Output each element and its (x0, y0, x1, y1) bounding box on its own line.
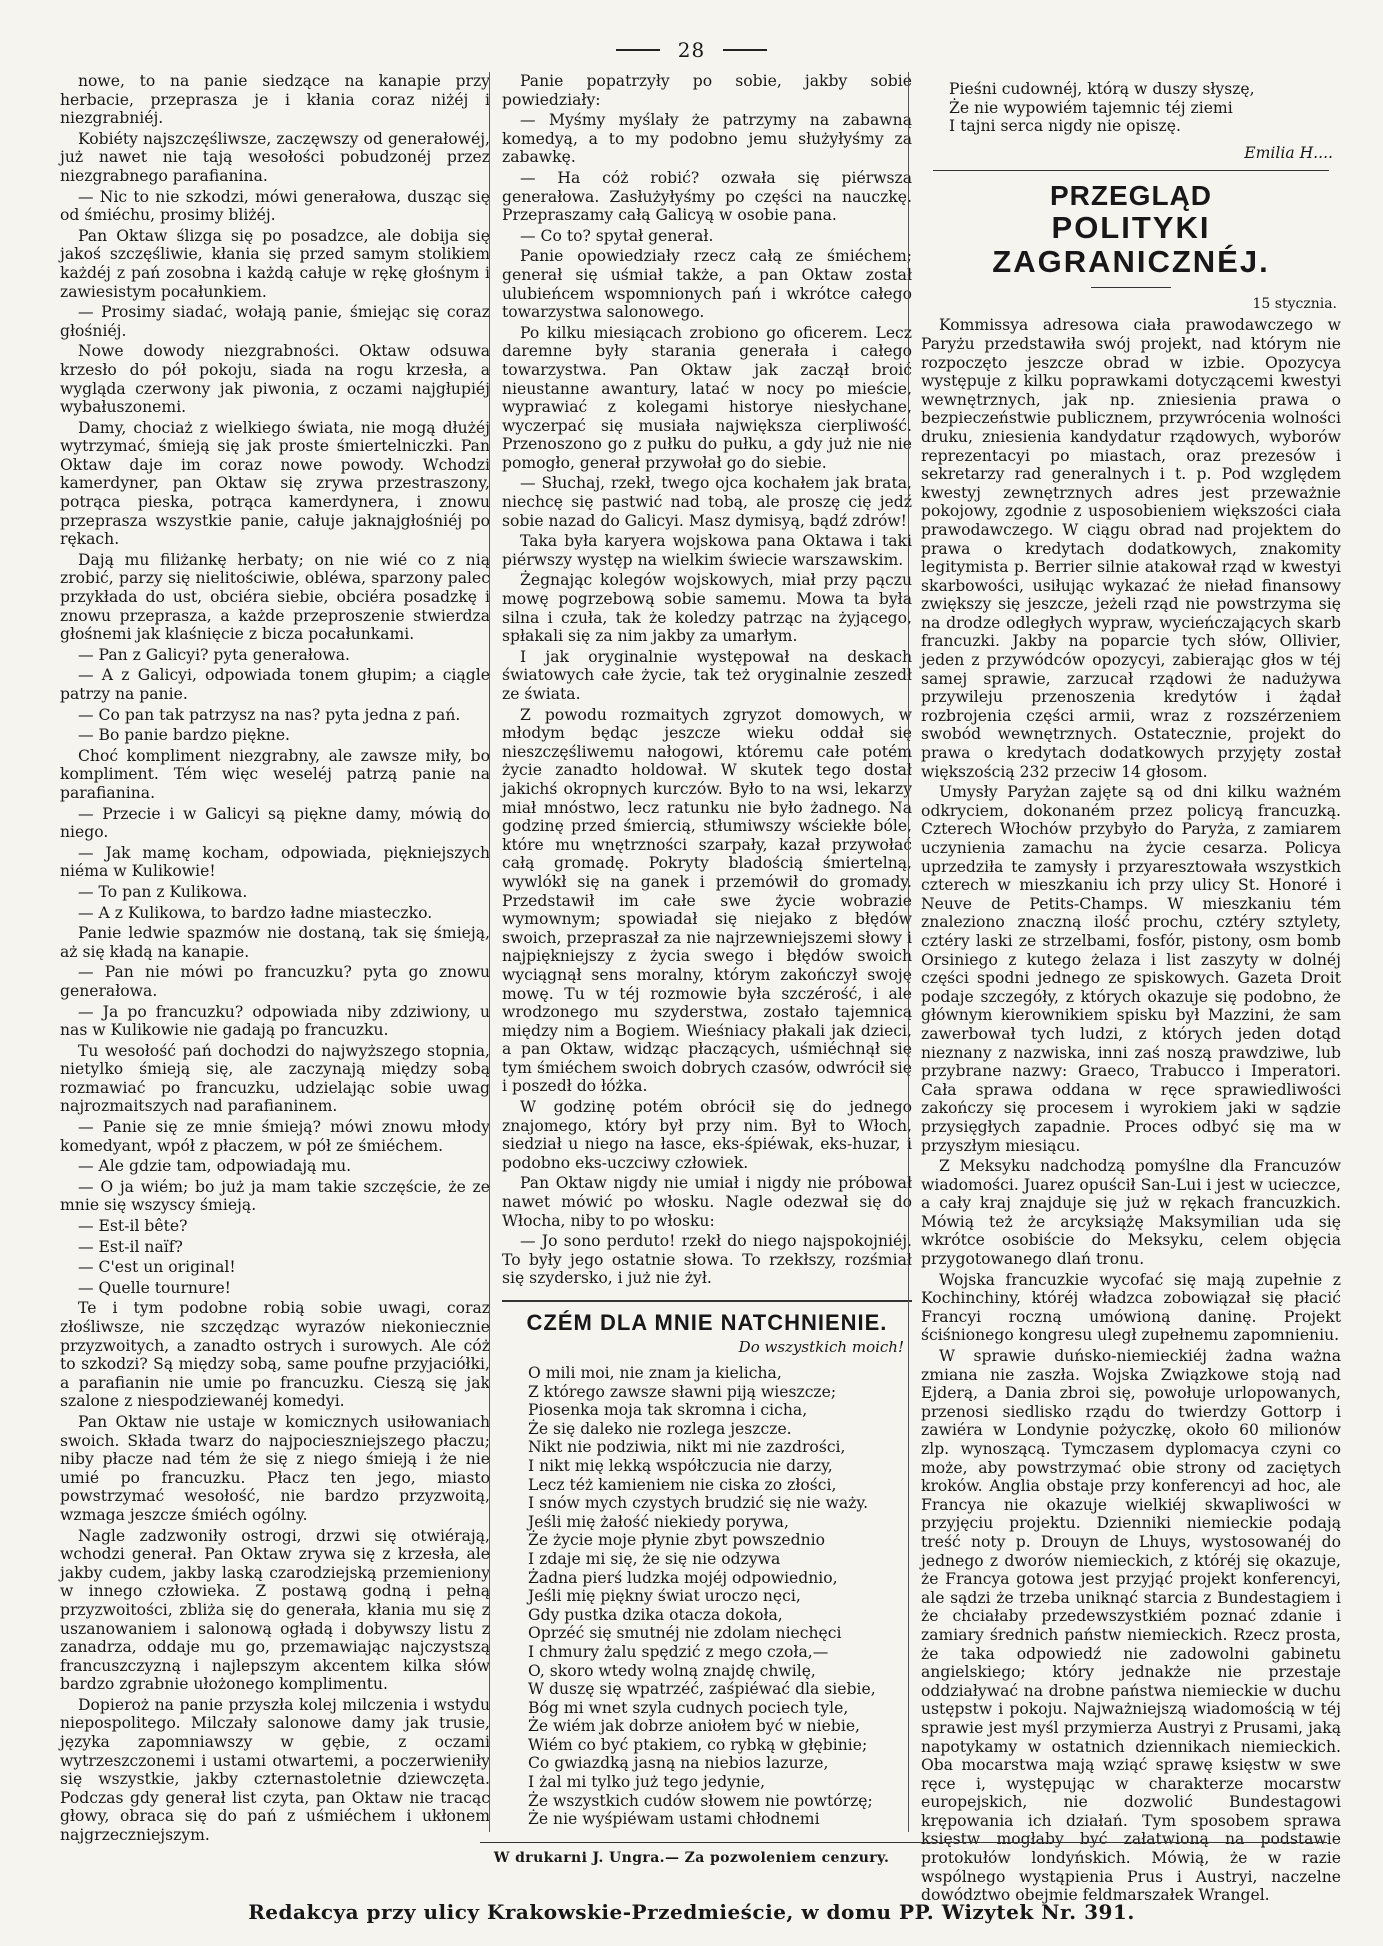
poem-line: Że nie wyśpiéwam ustami chłodnemi (528, 1810, 820, 1829)
poem-line: Piosenka moja tak skromna i cicha, (528, 1401, 808, 1420)
left-paragraph: Te i tym podobne robią sobie uwagi, coraz złośliwsze, nie szczędząc wyrazów niekoniecznie przyzwoitych, a zanadto ostrych i surowych. Ale cóż to szkodzi? Są między sobą, same poufne przyjaciółki, a parafianin nie umie po francuzku. Cieszą się jak szalone z niespodziewanéj komedyi. (60, 1299, 490, 1411)
left-paragraph: Dają mu filiżankę herbaty; on nie wié co z nią zrobić, parzy się nielitościwie, obléwa, sparzony palec przykłada do ust, obciéra siebie, obciéra posadzkę i znowu przeprasza, a każde przeproszenie stwierdza głośnemi jak klaśnięcie z bicza pocałunkami. (60, 550, 490, 644)
middle-paragraph: Panie opowiedziały rzecz całą ze śmiéchem; generał się uśmiał także, a pan Oktaw został ulubieńcem wspomnionych pań i wkrótce całego towarzystwa salonowego. (502, 247, 912, 322)
left-paragraph: — O ja wiém; bo już ja mam takie szczęście, że ze mnie się wszyscy śmieją. (60, 1177, 490, 1215)
poem-line: Co gwiazdką jasną na niebios lazurze, (528, 1754, 829, 1773)
middle-paragraph: Panie popatrzyły po sobie, jakby sobie powiedziały: (502, 72, 912, 109)
middle-paragraph: — Co to? spytał generał. (520, 226, 714, 245)
left-paragraph: Tu wesołość pań dochodzi do najwyższego stopnia, nietylko śmieją się, ale zaczynają między sobą rozmawiać po francuzku, udzielając sobie uwag najrozmaitszych nad parafianinem. (60, 1041, 490, 1116)
middle-paragraph: — Ha cóż robić? ozwała się piérwsza generałowa. Zasłużyłyśmy po części na nauczkę. Przepraszamy całą Galicyą w osobie pana. (502, 168, 912, 225)
left-paragraph: — Panie się ze mnie śmieją? mówi znowu młody komedyant, wpół z płaczem, w pół ze śmiéchem. (60, 1118, 490, 1155)
right-paragraph: Z Meksyku nadchodzą pomyślne dla Francuzów wiadomości. Juarez opuścił San-Lui i jest w ucieczce, a cały kraj znajduje się już w rękach francuzkich. Mówią też że arcyksiążę Maksymilian uda się wkrótce osobiście do Meksyku, celem objęcia przygotowanego dlań tronu. (921, 1157, 1341, 1269)
left-paragraph: — A z Galicyi, odpowiada tonem głupim; a ciągle patrzy na panie. (60, 666, 490, 703)
right-paragraph: Wojska francuzkie wycofać się mają zupełnie z Kochinchiny, któréj władzca zobowiązał się płacić Francyi roczną umówioną daninę. Projekt ściśnionego kongresu uległ zupełnemu zapomnieniu. (921, 1270, 1341, 1345)
left-paragraph: Kobiéty najszczęśliwsze, zaczęwszy od generałowéj, już nawet nie tają wesołości pobudzonéj przez niezgrabnego parafianina. (60, 129, 490, 185)
left-paragraph: — Bo panie bardzo piękne. (78, 726, 291, 745)
short-divider (1091, 287, 1171, 288)
poem-line: Jeśli mię żałość niekiedy porywa, (528, 1512, 789, 1531)
poem-line: Nikt nie podziwia, nikt mi nie zazdrości, (528, 1438, 846, 1457)
middle-paragraph: — Jo sono perduto! rzekł do niego najspokojniéj. To były jego ostatnie słowa. To rzekłszy, rozśmiał się szydersko, i już nie żył. (502, 1232, 912, 1288)
poem-dedication: Do wszystkich moich! (738, 1338, 904, 1356)
page-number-area (0, 36, 1383, 64)
left-paragraph: — Quelle tournure! (78, 1278, 231, 1297)
right-column (908, 72, 1341, 1905)
left-paragraph: — Ale gdzie tam, odpowiadają mu. (78, 1157, 352, 1176)
left-paragraph: — Ja po francuzku? odpowiada niby zdziwiony, u nas w Kulikowie nie gadają po francuzku. (60, 1002, 490, 1040)
poem-end-line: I tajni serca nigdy nie opiszę. (949, 117, 1181, 136)
poem-signature: Emilia H.... (1244, 143, 1333, 162)
left-paragraph: — C'est un original! (78, 1258, 236, 1277)
poem-line: Żadna pierś ludzka mojéj odpowiednio, (528, 1568, 838, 1587)
section-title-line-2: POLITYKI ZAGRANICZNÉJ. (992, 210, 1270, 280)
page-number-right-rule (723, 49, 767, 51)
poem-line: O mili moi, nie znam ja kielicha, (528, 1364, 782, 1382)
middle-paragraph: — Myśmy myślały że patrzymy na zabawną komedyą, a to my podobno jemu służyłyśmy za zabawkę. (502, 111, 912, 167)
poem (528, 1364, 912, 1829)
middle-paragraph: Żegnając kolegów wojskowych, miał przy pączu mowę pogrzebową sobie samemu. Mowa ta była silna i czuła, tak że koledzy patrząc na żyjącego, spłakali się za nim jakby za umarłym. (502, 571, 912, 646)
printer-line: W drukarni J. Ungra.— Za pozwoleniem cenzury. (0, 1850, 1383, 1866)
section-date: 15 stycznia. (1252, 296, 1337, 313)
middle-paragraph: Taka była karyera wojskowa pana Oktawa i taki piérwszy występ na wielkim świecie warszawskim. (502, 532, 912, 569)
left-paragraph: Damy, chociaż z wielkiego świata, nie mogą dłużéj wytrzymać, śmieją się jak proste śmiertelniczki. Pan Oktaw daje im coraz nowe powody. Wchodzi kamerdyner, pan Oktaw się zrywa przestraszony, potrąca pieska, potrąca kamerdynera, i znowu przeprasza wszystkie panie, całuje jaknajgłośniéj po rękach. (60, 418, 490, 549)
left-paragraph: nowe, to na panie siedzące na kanapie przy herbacie, przeprasza je i kłania coraz niżéj i niezgrabniéj. (60, 72, 490, 128)
poem-line: I chmury żalu spędzić z mego czoła,— (528, 1642, 829, 1661)
left-paragraph: — Pan z Galicyi? pyta generałowa. (78, 645, 350, 664)
left-paragraph: Panie ledwie spazmów nie dostaną, tak się śmieją, aż się kładą na kanapie. (60, 924, 490, 961)
left-paragraph: Nagle zadzwoniły ostrogi, drzwi się otwiérają, wchodzi generał. Pan Oktaw zrywa się z krzesła, ale jakby cudem, jakby laską czarodziejską przemieniony w innego człowieka. Z postawą godną i pełną przyzwoitości, zbliża się do generała, kłania mu się z uszanowaniem i salonową ogładą i dobywszy listu z zanadrza, oddaje mu go, przemawiając najczystszą francuszczyzną i najlepszym akcentem kilka słów bardzo zgrabnie ułożonego komplimentu. (60, 1526, 490, 1694)
left-paragraph: — Jak mamę kocham, odpowiada, piękniejszych niéma w Kulikowie! (60, 843, 490, 881)
middle-paragraph: Po kilku miesiącach zrobiono go oficerem. Lecz daremne były starania generała i całego towarzystwa. Pan Oktaw jak zaczął broić nieustanne awantury, latać w nocy po mieście, wyprawiać z kolegami historye niesłychane, wyczerpać się musiała największa cierpliwość. Przenoszono go z pułku do pułku, a gdy już nie nie pomogło, generał przywołał go do siebie. (502, 323, 912, 472)
middle-paragraph: W godzinę potém obrócił się do jednego znajomego, który był przy nim. Był to Włoch, siedział u niego na łasce, eks-śpiéwak, eks-huzar, i podobno eks-uczciwy człowiek. (502, 1098, 912, 1172)
poem-line: Bóg mi wnet szyla cudnych pociech tyle, (528, 1698, 849, 1717)
poem-line: I zdaje mi się, że się nie odzywa (528, 1549, 781, 1568)
poem-line: I snów mych czystych brudzić się nie waży. (528, 1494, 869, 1513)
poem-line: O, skoro wtedy wolną znajdę chwilę, (528, 1661, 816, 1680)
left-paragraph: Pan Oktaw nie ustaje w komicznych usiłowaniach swoich. Składa twarz do najpocieszniejszego płaczu; niby płacze nad tém że się z niego śmieją i że nie umié po francuzku. Płacz ten jego, miasto powstrzymać wesołość, nie bardzo przyzwoitą, wzmaga jeszcze śmiéch ogólny. (60, 1412, 490, 1524)
middle-paragraph: — Słuchaj, rzekł, twego ojca kochałem jak brata, niechcę się pastwić nad tobą, ale proszę cię jedź sobie nazad do Galicyi. Masz dymisyą, bądź zdrów! (502, 474, 912, 530)
middle-paragraph: Pan Oktaw nigdy nie umiał i nigdy nie próbował nawet mówić po włosku. Nagle odezwał się do Włocha, niby to po włosku: (502, 1174, 912, 1230)
left-paragraph: — Nic to nie szkodzi, mówi generałowa, dusząc się od śmiéchu, prosimy bliżéj. (60, 187, 490, 225)
poem-line: Że wszystkich cudów słowem nie powtórzę; (528, 1791, 873, 1810)
poem-line: Gdy pustka dzika otacza dokoła, (528, 1605, 783, 1624)
left-paragraph: — Prosimy siadać, wołają panie, śmiejąc się coraz głośniéj. (60, 303, 490, 340)
left-paragraph: — Pan nie mówi po francuzku? pyta go znowu generałowa. (60, 963, 490, 1000)
page-number: 28 (677, 38, 706, 62)
section-divider (933, 170, 1329, 171)
poem-line: Jeśli mię piękny świat uroczo nęci, (528, 1587, 801, 1606)
left-paragraph: Choć kompliment niezgrabny, ale zawsze miły, bo kompliment. Tém więc weseléj patrzą panie na parafianina. (60, 746, 490, 802)
right-paragraph: W sprawie duńsko-niemieckiéj żadna ważna zmiana nie zaszła. Wojska Związkowe stoją nad Ejderą, a Dania zbroi się, powołuje urlopowanych, przenosi siedlisko rządu do twierdzy Gottorp i zawiéra w Londynie pożyczkę, około 60 milionów zlp. wynoszącą. Tymczasem dyplomacya czyni co może, aby powstrzymać obie strony od zaciętych kroków. Anglia obstaje przy konferencyi ad hoc, ale Francya nie okazuje wielkiéj skwapliwości w przyjęciu projektu. Dzienniki niemieckie podają treść noty p. Drouyn de Lhuys, wystosowanéj do jednego z dworów niemieckich, z któréj się okazuje, że Francya gotowa jest przyjąć projekt konferencyi, ale sądzi że trzeba uniknąć starcia z Bundestagiem i że chciałaby przedewszystkiém poznać zdanie i zamiary średnich państw niemieckich. Rzecz prosta, że taka odpowiedź nie zadowolni gabinetu angielskiego; który jednakże nie przestaje oddziaływać na drobne państwa niemieckie w duchu ustępstw i pokoju. Najważniejszą wiadomością w téj sprawie jest myśl przymierza Austryi z Prusami, jaką napotykamy w ostatnich dziennikach niemieckich. Oba mocarstwa mają wziąć sprawę księstw w swe ręce i, występując w charakterze mocarstw europejskich, nie dozwolić Bundestagowi krępowania ich działań. Tym sposobem sprawa księstw mogłaby być załatwioną na podstawie protokułów londyńskich. Mówią, że w razie wspólnego wystąpienia Prus i Austryi, naczelne dowództwo obejmie feldmarszałek Wrangel. (921, 1347, 1341, 1905)
poem-ending (921, 80, 1341, 136)
left-paragraph: — Est-il naïf? (78, 1237, 183, 1256)
left-paragraph: Dopieroż na panie przyszła kolej milczenia i wstydu niepospolitego. Milczały salonowe damy jak trusie, języka zapomniawszy w gębie, z oczami wytrzeszczonemi i ustami otwartemi, a poczerwieniły się wszystkie, jakby czternastoletnie dziewczęta. Podczas gdy generał list czyta, pan Oktaw nie tracąc głowy, obraca się do pań z uśmiéchem i ukłonem najgrzeczniejszym. (60, 1695, 490, 1845)
left-paragraph: — Est-il bête? (78, 1217, 188, 1236)
left-column (60, 72, 502, 1845)
left-paragraph: Nowe dowody niezgrabności. Oktaw odsuwa krzesło do pół pokoju, siada na rogu krzesła, a wygląda czerwony jak piwonia, z oczami najgłupiéj wybałuszonemi. (60, 342, 490, 417)
poem-line: W duszę się wpatrzéć, zaśpiéwać dla siebie, (528, 1680, 876, 1699)
poem-line: Wiém co być ptakiem, co rybką w głębinie; (528, 1735, 868, 1754)
left-paragraph: — To pan z Kulikowa. (78, 882, 248, 901)
page-number-left-rule (616, 49, 660, 51)
poem-end-line: Że nie wypowiém tajemnic téj ziemi (949, 98, 1233, 117)
section-title-line-1: PRZEGLĄD (1050, 180, 1212, 212)
poem-line: I nikt mię lekką współczucia nie darzy, (528, 1456, 833, 1475)
poem-end-line: Pieśni cudownéj, którą w duszy słyszę, (949, 80, 1255, 98)
left-paragraph: Pan Oktaw ślizga się po posadzce, ale dobija się jakoś szczęśliwie, kłania się przed samym stolikiem każdéj z pań zosobna i każdą całuje w rękę głośnym i zawiesistym pocałunkiem. (60, 226, 490, 301)
poem-line: Lecz téż kamieniem nie ciska zo złości, (528, 1475, 837, 1494)
poem-title: CZÉM DLA MNIE NATCHNIENIE. (502, 1300, 912, 1336)
middle-paragraph: I jak oryginalnie występował na deskach światowych całe życie, tak też oryginalnie zeszedł ze świata. (502, 647, 912, 703)
poem-line: Oprzéć się smutnéj nie zdolam niechęci (528, 1624, 842, 1643)
poem-line: Że się daleko nie rozlega jeszcze. (528, 1419, 792, 1438)
right-paragraph: Umysły Paryżan zajęte są od dni kilku ważném odkryciem, dokonaném przez policyą francuzką. Czterech Włochów przybyło do Paryża, z zamiarem uczynienia zamachu na życie cesarza. Policya uprzedziła te zamysły i przyaresztowała wszystkich czterech w mieszkaniu ich przy ulicy St. Honoré i Neuve de Petits-Champs. W mieszkaniu tém znaleziono znaczną ilość prochu, cztéry sztylety, cztéry laski ze strzelbami, fosfór, pistony, osm bomb Orsiniego z kutego żelaza i list zaszyty w dolnéj części spodni jednego ze spiskowych. Gazeta Droit podaje szczegóły, z których okazuje się podobno, że głównym kierownikiem spisku był Mazzini, że sam zawerbował tych ludzi, z których jeden dotąd nieznany z nazwiska, inni zaś noszą prawdziwe, lub przybrane nazwy: Graeco, Trabucco i Imperatori. Cała sprawa oddana w ręce sprawiedliwości zakończy się procesem i wyrokiem jaki w sądzie przysięgłych zapadnie. Proces odbyć się ma w przyszłym miesiącu. (921, 783, 1341, 1155)
middle-column (489, 72, 924, 1832)
poem-line: Że wiém jak dobrze aniołem być w niebie, (528, 1717, 861, 1736)
left-paragraph: — Przecie i w Galicyi są piękne damy, mówią do niego. (60, 804, 490, 842)
poem-line: I żal mi tylko już tego jedynie, (528, 1773, 766, 1792)
middle-paragraph: Z powodu rozmaitych zgryzot domowych, w młodym będąc jeszcze wieku oddał się nieszczęśliwemu nałogowi, któremu całe potém życie zanadto holdował. W skutek tego dostał jakichś okropnych kurczów. Było to na wsi, lekarzy miał mnóstwo, lecz ratunku nie było żadnego. Na godzinę przed śmiercią, stłumiwszy wściekłe bóle, które mu wnętrzności szarpały, kazał przywołać całą gromadę. Pokryty bladością śmiertelną, wywlókł się na ganek i przemówił do gromady. Przedstawił im całe swe życie wobrazie wymownym; spowiadał się niejako z błędów swoich, przepraszał za nie najrzewniejszemi słowy i najpiękniejszy z życia swego i błędów swoich wyciągnął sens moralny, którym zakończył swoję mowę. Tu w téj rozmowie była szczérość, i ale wrodzonego mu szyderstwa, zostało tajemnicą między nim a Bogiem. Wieśniacy płakali jak dzieci, a pan Oktaw, widząc płaczących, uśmiéchnął się tym śmiéchem swoich dobrych czasów, odwrócił się i poszedł do łóżka. (502, 705, 912, 1096)
left-paragraph: — Co pan tak patrzysz na nas? pyta jedna z pań. (78, 705, 461, 724)
poem-line: Że życie moje płynie zbyt powszednio (528, 1531, 826, 1550)
left-paragraph: — A z Kulikowa, to bardzo ładne miasteczko. (78, 903, 433, 922)
editorial-address: Redakcya przy ulicy Krakowskie-Przedmieście, w domu PP. Wizytek Nr. 391. (248, 1900, 1135, 1924)
right-paragraph: Kommissya adresowa ciała prawodawczego w Paryżu przedstawiła swój projekt, nad którym nie rozpoczęto jeszcze obrad w izbie. Opozycya występuje z kilku poprawkami dotyczącemi kwestyi wewnętrznych, jak np. zniesienia prawa o bezpieczeństwie publicznem, przywrócenia wolności druku, zniesienia kandydatur rządowych, wyborów reprezentacyi po miastach, oraz prezesów i sekretarzy rad generalnych i t. p. Pod względem kwestyj zewnętrznych adres jest przeważnie pokojowy, zgodnie z usposobieniem większości ciała prawodawczego. W ciągu obrad nad projektem do prawa o kredytach dodatkowych, znakomity legitymista p. Berrier silnie atakował rząd w kwestyi skarbowości, usiłując wykazać że nieład finansowy zwiększy się jeszcze, jeżeli rząd nie powstrzyma się na drodze odległych wypraw, wycieńczających skarb francuzki. Jakby na poparcie tych słów, Ollivier, jeden z przywódców opozycyi, zabierając głos w téj samej sprawie, zarzucał rządowi że nadużywa przywileju przenoszenia kredytów i żądał rozbrojenia części armii, wraz z rozszérzeniem swobód wewnętrznych. Ostatecznie, projekt do prawa o kredytach dodatkowych przyjęty został większością 232 przeciw 14 głosom. (921, 316, 1341, 781)
poem-line: Z którego zawsze sławni piją wieszcze; (528, 1382, 837, 1401)
